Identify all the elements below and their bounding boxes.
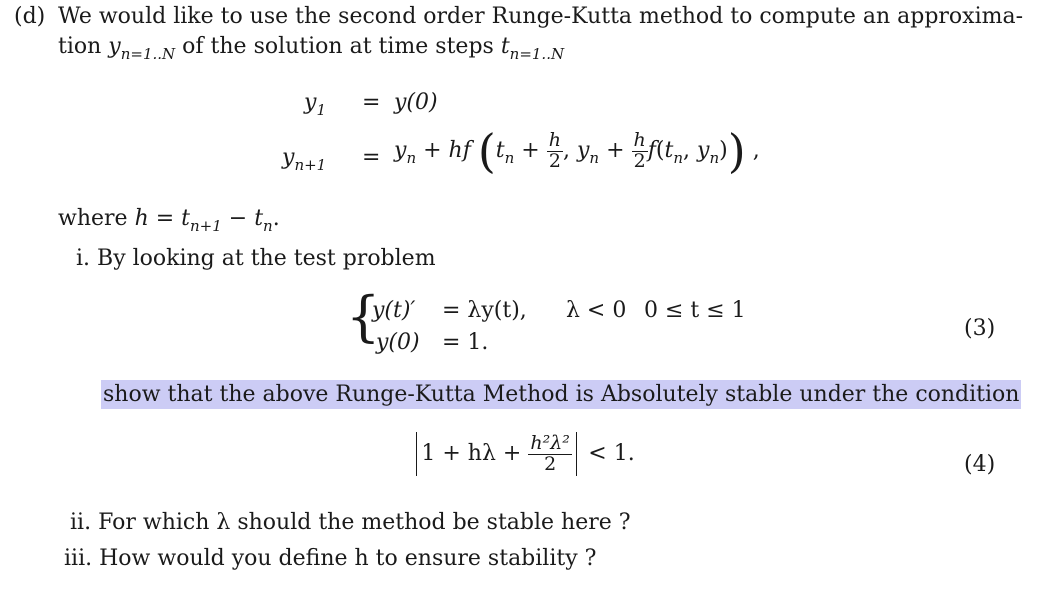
show-stability-sentence: show that the above Runge-Kutta Method is Absolutely stable under the condition	[103, 382, 1020, 407]
scheme-line1-lhs: $y_1$	[304, 90, 326, 119]
test-line1-lhs: y(t)′	[372, 298, 416, 323]
stability-fraction: $\frac{\text{h²λ²}}{2}$	[530, 431, 570, 475]
test-line2-rhs: = 1.	[442, 330, 489, 355]
item-iii: iii. How would you define h to ensure stability ?	[64, 546, 597, 571]
scheme-line2-lhs: $y_{n+1}$	[282, 145, 327, 174]
abs-bar-left	[416, 432, 417, 476]
half-fraction-1: $\frac{h}{2}$	[548, 128, 561, 172]
test-cond-lambda: λ < 0	[566, 298, 627, 323]
stability-condition: 1 + hλ + $\frac{\text{h²λ²}}{2}$ < 1.	[412, 432, 635, 476]
scheme-line1-rhs: y(0)	[394, 90, 438, 115]
scheme-line2-eq: =	[362, 145, 381, 170]
equation-tag-3: (3)	[964, 316, 996, 341]
where-definition: where $h = t_{n+1} - t_n$.	[58, 206, 280, 235]
scheme-line1-eq: =	[362, 90, 381, 115]
item-ii: ii. For which λ should the method be stable here ?	[70, 510, 631, 535]
test-line1-rhs: = λy(t),	[442, 298, 527, 323]
left-brace: {	[346, 285, 381, 348]
intro-line-2: tion $y_{n=1..N}$ of the solution at time steps $t_{n=1..N}$	[58, 34, 565, 63]
test-line2-lhs: y(0)	[376, 330, 420, 355]
half-fraction-2: $\frac{h}{2}$	[633, 128, 646, 172]
test-cond-t: 0 ≤ t ≤ 1	[644, 298, 746, 323]
part-label: (d)	[14, 4, 46, 29]
intro-line-1: We would like to use the second order Runge-Kutta method to compute an approxima-	[58, 4, 1024, 29]
equation-tag-4: (4)	[964, 452, 996, 477]
scheme-line2-rhs: $y_n$ + hf ($t_n$ + $\frac{h}{2}$ , $y_n$ + $\frac{h}{2}$ $f(t_n$, $y_n$)) ,	[394, 124, 760, 178]
abs-bar-right	[576, 432, 577, 476]
item-i: i. By looking at the test problem	[76, 246, 436, 271]
